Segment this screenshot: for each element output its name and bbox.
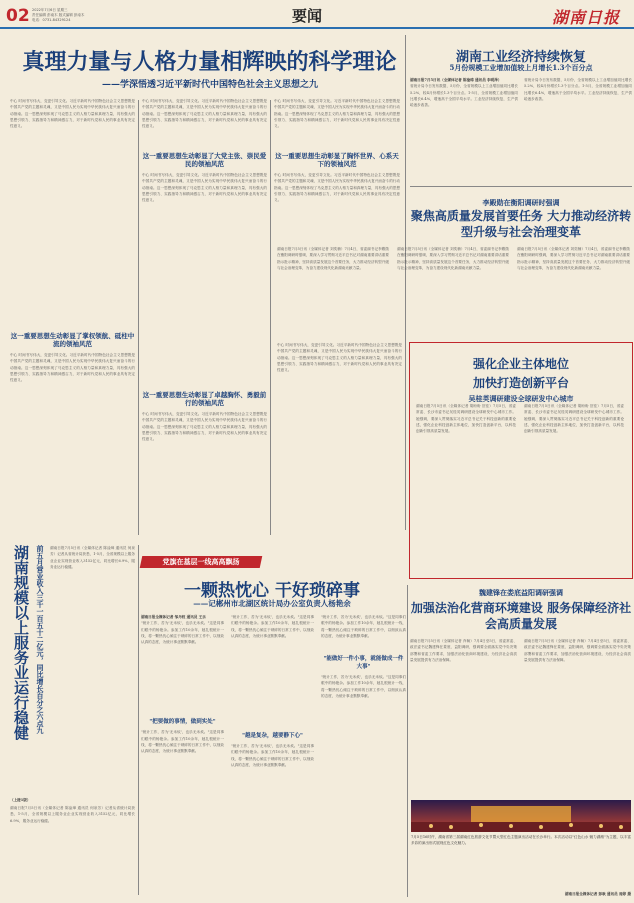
cadre-text: "统计工作，苦为'无米炊'，也乐无米炊。"这是同事们眼中的杨艳余。参加工作10余年，她扎根统计一线，将一颗热忱心倾注于琐碎的日常工作中，以细致认真的态度，为统计事业默默奉献。 [321, 675, 406, 698]
section-title: 要闻 [292, 7, 323, 25]
survey-text: 湖南日报7月5日讯（全媒体记者 刘奕楠）7月4日，省委副书记李殿勋在衡阳调研时强调，要深入学习贯彻习近平总书记对湖南重要讲话重要指示批示精神，坚持高质量发展这个首要任务，大力推动经济转型升级与社会治理变革，为奋力建设现代化新湖南贡献力量。 [397, 247, 509, 270]
cadre-title: 一颗热忱心 干好琐碎事 [184, 581, 360, 601]
cadre-text: "统计工作，苦为'无米炊'，也乐无米炊。"这是同事们眼中的杨艳余。参加工作10余年，她扎根统计一线，将一颗热忱心倾注于琐碎的日常工作中，以细致认真的态度，为统计事业默默奉献。 [231, 615, 314, 638]
industry-text: 省统计局今日发布数据，5月份，全省规模以上工业增加值同比增长5.2%，较4月份增长1.3个百分点。1-5月，全省规模工业增加值同比增长6.4%，增速高于全国平均水平。工业经济持续恢复，生产供给逐步改善。 [524, 78, 632, 101]
legal-body [410, 638, 632, 798]
survey-text: 湖南日报7月5日讯（全媒体记者 刘奕楠）7月4日，省委副书记李殿勋在衡阳调研时强调，要深入学习贯彻习近平总书记对湖南重要讲话重要指示批示精神，坚持高质量发展这个首要任务，大力推动经济转型升级与社会治理变革，为奋力建设现代化新湖南贡献力量。 [517, 247, 630, 270]
lead-body: 中心 时间书写伟大，变更引导文化。习近平新时代中国特色社会主义思想既是中国共产党的主题和灵魂，又是中国人民为实现中华民族伟大复兴而奋斗的行动指南。这一思想深刻体现了马克思主义的人格力量和真理力量，具有强大的思想引领力、实践指导力和精神感召力，对于新时代党和人民的事业具有决定性意义。 [274, 173, 400, 203]
date-text: 2022年7月6日 星期三 [32, 8, 68, 12]
survey-title-text: 聚焦高质量发展首要任务 大力推动经济转型升级与社会治理变革 [410, 209, 632, 239]
lead-body: 中心 时间书写伟大，变更引导文化。习近平新时代中国特色社会主义思想既是中国共产党的主题和灵魂，又是中国人民为实现中华民族伟大复兴而奋斗的行动指南。这一思想深刻体现了马克思主义的人格力量和真理力量，具有强大的思想引领力、实践指导力和精神感召力，对于新时代党和人民的事业具有决定性意义。 [142, 173, 267, 203]
innovation-text: 湖南日报7月5日讯（全媒体记者 胡盼盼 贺佳）7月5日，省委常委、长沙市委书记吴桂英调研建设全球研发中心城市工作。她强调，要深入贯彻落实习近平总书记关于科技创新的重要论述，强化企业科技创新主体地位，加快打造创新平台，以科技创新引领高质量发展。 [416, 404, 516, 434]
cadre-text: "统计工作，苦为'无米炊'，也乐无米炊。"这是同事们眼中的杨艳余。参加工作10余年，她扎根统计一线，将一颗热忱心倾注于琐碎的日常工作中，以细致认真的态度，为统计事业默默奉献。 [321, 615, 406, 638]
lead-subhead: 这一重要思想生动彰显了胸怀世界、心系天下的领袖风范 [275, 152, 399, 168]
lead-title: 真理力量与人格力量相辉映的科学理论 [22, 50, 397, 75]
party-banner [140, 556, 263, 568]
cadre-byline: 湖南日报全媒体记者 邹丹枝 通讯员 王乐 [141, 615, 206, 619]
divider [407, 585, 408, 897]
industry-dateline: 湖南日报7月5日讯（全媒体记者 陈淦璋 通讯员 李明泽） [410, 78, 502, 82]
cadre-subhead: "能做好一件小事，就能做成一件大事" [323, 656, 404, 670]
phone-text: 电话：0731-84329124 [32, 18, 71, 22]
legal-kicker: 魏建锋在娄底益阳调研强调 [479, 588, 563, 597]
cadre-subhead: "把要做的事情，做到实处" [149, 719, 216, 726]
industry-text: 省统计局今日发布数据，5月份，全省规模以上工业增加值同比增长5.2%，较4月份增长1.3个百分点。1-5月，全省规模工业增加值同比增长6.4%，增速高于全国平均水平。工业经济持续恢复，生产供给逐步改善。 [410, 84, 518, 108]
innovation-subtitle: 吴桂英调研建设全球研发中心城市 [468, 394, 574, 403]
cadre-subtitle: ——记郴州市北湖区统计局办公室负责人杨艳余 [193, 599, 351, 608]
innovation-text: 湖南日报7月5日讯（全媒体记者 胡盼盼 贺佳）7月5日，省委常委、长沙市委书记吴桂英调研建设全球研发中心城市工作。她强调，要深入贯彻落实习近平总书记关于科技创新的重要论述，强化企业科技创新主体地位，加快打造创新平台，以科技创新引领高质量发展。 [524, 404, 624, 434]
vertical-title: 湖南规模以上服务业运行稳健 [12, 545, 30, 740]
lead-col-1 [10, 98, 135, 538]
vertical-text: 湖南日报7月5日讯（全媒体记者 陈淦璋 通讯员 何泉芳）记者从省统计局获悉，1-5月，全省规模以上服务业企业实现营业收入3152亿元，同比增长6.9%，服务业运行稳健。 [10, 806, 135, 823]
lead-body: 中心 时间书写伟大，变更引导文化。习近平新时代中国特色社会主义思想既是中国共产党的主题和灵魂，又是中国人民为实现中华民族伟大复兴而奋斗的行动指南。这一思想深刻体现了马克思主义的人格力量和真理力量，具有强大的思想引领力、实践指导力和精神感召力，对于新时代党和人民的事业具有决定性意义。 [142, 99, 267, 129]
lead-subhead: 这一重要思想生动彰显了掌权领航、砥柱中流的领袖风范 [10, 332, 135, 348]
divider [138, 545, 139, 895]
cadre-text: "统计工作，苦为'无米炊'，也乐无米炊。"这是同事们眼中的杨艳余。参加工作10余年，她扎根统计一线，将一颗热忱心倾注于琐碎的日常工作中，以细致认真的态度，为统计事业默默奉献。 [231, 744, 314, 767]
lead-body: 中心 时间书写伟大，变更引导文化。习近平新时代中国特色社会主义思想既是中国共产党的主题和灵魂，又是中国人民为实现中华民族伟大复兴而奋斗的行动指南。这一思想深刻体现了马克思主义的人格力量和真理力量，具有强大的思想引领力、实践指导力和精神感召力，对于新时代党和人民的事业具有决定性意义。 [142, 412, 267, 442]
lead-col-2 [142, 98, 267, 538]
vertical-footer: （上接1版） [10, 798, 31, 802]
industry-subtitle: 5月份规模工业增加值较上月增长1.3个百分点 [449, 63, 593, 72]
legal-text: 湖南日报7月5日讯（全媒体记者 肖畅）7月4日至5日，省委常委、政法委书记魏建锋在娄底、益阳调研，强调要全面落实党中央决策部署和省委工作要求，加强法治化营商环境建设，为经济社会高质量发展提供有力法治保障。 [524, 639, 631, 662]
lead-body: 中心 时间书写伟大，变更引导文化。习近平新时代中国特色社会主义思想既是中国共产党的主题和灵魂，又是中国人民为实现中华民族伟大复兴而奋斗的行动指南。这一思想深刻体现了马克思主义的人格力量和真理力量，具有强大的思想引领力、实践指导力和精神感召力，对于新时代党和人民的事业具有决定性意义。 [10, 99, 135, 129]
news-photo [411, 800, 631, 832]
survey-kicker: 李殿勋在衡阳调研时强调 [482, 198, 560, 207]
innovation-box [409, 342, 633, 579]
header-rule [0, 27, 634, 29]
survey-title [410, 208, 632, 240]
survey-body [277, 246, 632, 336]
vertical-subtitle: 前五月营业收入三千一百五十二亿元，同比增长百分之六点九 [36, 545, 45, 734]
party-banner-text: 党旗在基层一线高高飘扬 [162, 557, 240, 566]
photo-caption: 7月5日16时许，湖南省第三届湖南红色旅游文化节暨大型红色主题演出活动在长沙举行。本次活动以"红色山水 魅力湖湘"为主题，以丰富多彩的演出形式展现红色文化魅力。 [411, 835, 631, 846]
editor-text: 责任编辑 彭南木 版式编辑 彭南木 [32, 13, 85, 17]
survey-text: 湖南日报7月5日讯（全媒体记者 刘奕楠）7月4日，省委副书记李殿勋在衡阳调研时强调，要深入学习贯彻习近平总书记对湖南重要讲话重要指示批示精神，坚持高质量发展这个首要任务，大力推动经济转型升级与社会治理变革，为奋力建设现代化新湖南贡献力量。 [277, 247, 389, 270]
lead-subhead: 这一重要思想生动彰显了大党主张、崇民爱民的领袖风范 [142, 152, 267, 168]
innovation-title-2: 加快打造创新平台 [472, 376, 569, 390]
masthead-logo: 湖南日报 [552, 8, 621, 27]
legal-title [410, 600, 632, 632]
date-line [32, 8, 84, 23]
stage-performance-image [411, 800, 631, 832]
cadre-text: "统计工作，苦为'无米炊'，也乐无米炊。"这是同事们眼中的杨艳余。参加工作10余年，她扎根统计一线，将一颗热忱心倾注于琐碎的日常工作中，以细致认真的态度，为统计事业默默奉献。 [141, 730, 224, 754]
cadre-subhead: "越是复杂，越要静下心" [242, 733, 303, 739]
lead-subhead: 这一重要思想生动彰显了卓越胸怀、勇毅前行的领袖风范 [142, 391, 267, 407]
legal-text: 湖南日报7月5日讯（全媒体记者 肖畅）7月4日至5日，省委常委、政法委书记魏建锋在娄底、益阳调研，强调要全面落实党中央决策部署和省委工作要求，加强法治化营商环境建设，为经济社会高质量发展提供有力法治保障。 [410, 639, 517, 662]
divider [138, 100, 139, 535]
lead-body: 中心 时间书写伟大，变更引导文化。习近平新时代中国特色社会主义思想既是中国共产党的主题和灵魂，又是中国人民为实现中华民族伟大复兴而奋斗的行动指南。这一思想深刻体现了马克思主义的人格力量和真理力量，具有强大的思想引领力、实践指导力和精神感召力，对于新时代党和人民的事业具有决定性意义。 [274, 99, 400, 129]
innovation-title-1: 强化企业主体地位 [472, 357, 569, 371]
page-number: 02 [6, 6, 30, 26]
cadre-text: "统计工作，苦为'无米炊'，也乐无米炊。"这是同事们眼中的杨艳余。参加工作10余年，她扎根统计一线，将一颗热忱心倾注于琐碎的日常工作中，以细致认真的态度，为统计事业默默奉献。 [141, 621, 224, 645]
lead-body-continued: 中心 时间书写伟大，变更引导文化。习近平新时代中国特色社会主义思想既是中国共产党的主题和灵魂，又是中国人民为实现中华民族伟大复兴而奋斗的行动指南。这一思想深刻体现了马克思主义的人格力量和真理力量，具有强大的思想引领力、实践指导力和精神感召力，对于新时代党和人民的事业具有决定性意义。 [277, 343, 402, 373]
cadre-body [141, 614, 406, 896]
divider [410, 186, 632, 187]
vertical-text: 湖南日报7月5日讯（全媒体记者 陈淦璋 通讯员 何泉芳）记者从省统计局获悉，1-5月，全省规模以上服务业企业实现营业收入3152亿元，同比增长6.9%，服务业运行稳健。 [50, 546, 135, 569]
lead-subtitle: ——学深悟透习近平新时代中国特色社会主义思想之九 [101, 80, 318, 90]
legal-title-text: 加强法治化营商环境建设 服务保障经济社会高质量发展 [410, 601, 632, 631]
photo-credit: 湖南日报全媒体记者 彭耿 通讯员 周婷 摄 [564, 892, 631, 896]
lead-body: 中心 时间书写伟大，变更引导文化。习近平新时代中国特色社会主义思想既是中国共产党的主题和灵魂，又是中国人民为实现中华民族伟大复兴而奋斗的行动指南。这一思想深刻体现了马克思主义的人格力量和真理力量，具有强大的思想引领力、实践指导力和精神感召力，对于新时代党和人民的事业具有决定性意义。 [10, 353, 135, 383]
divider [270, 100, 271, 535]
industry-body [410, 77, 632, 182]
industry-title: 湖南工业经济持续恢复 [455, 50, 586, 65]
